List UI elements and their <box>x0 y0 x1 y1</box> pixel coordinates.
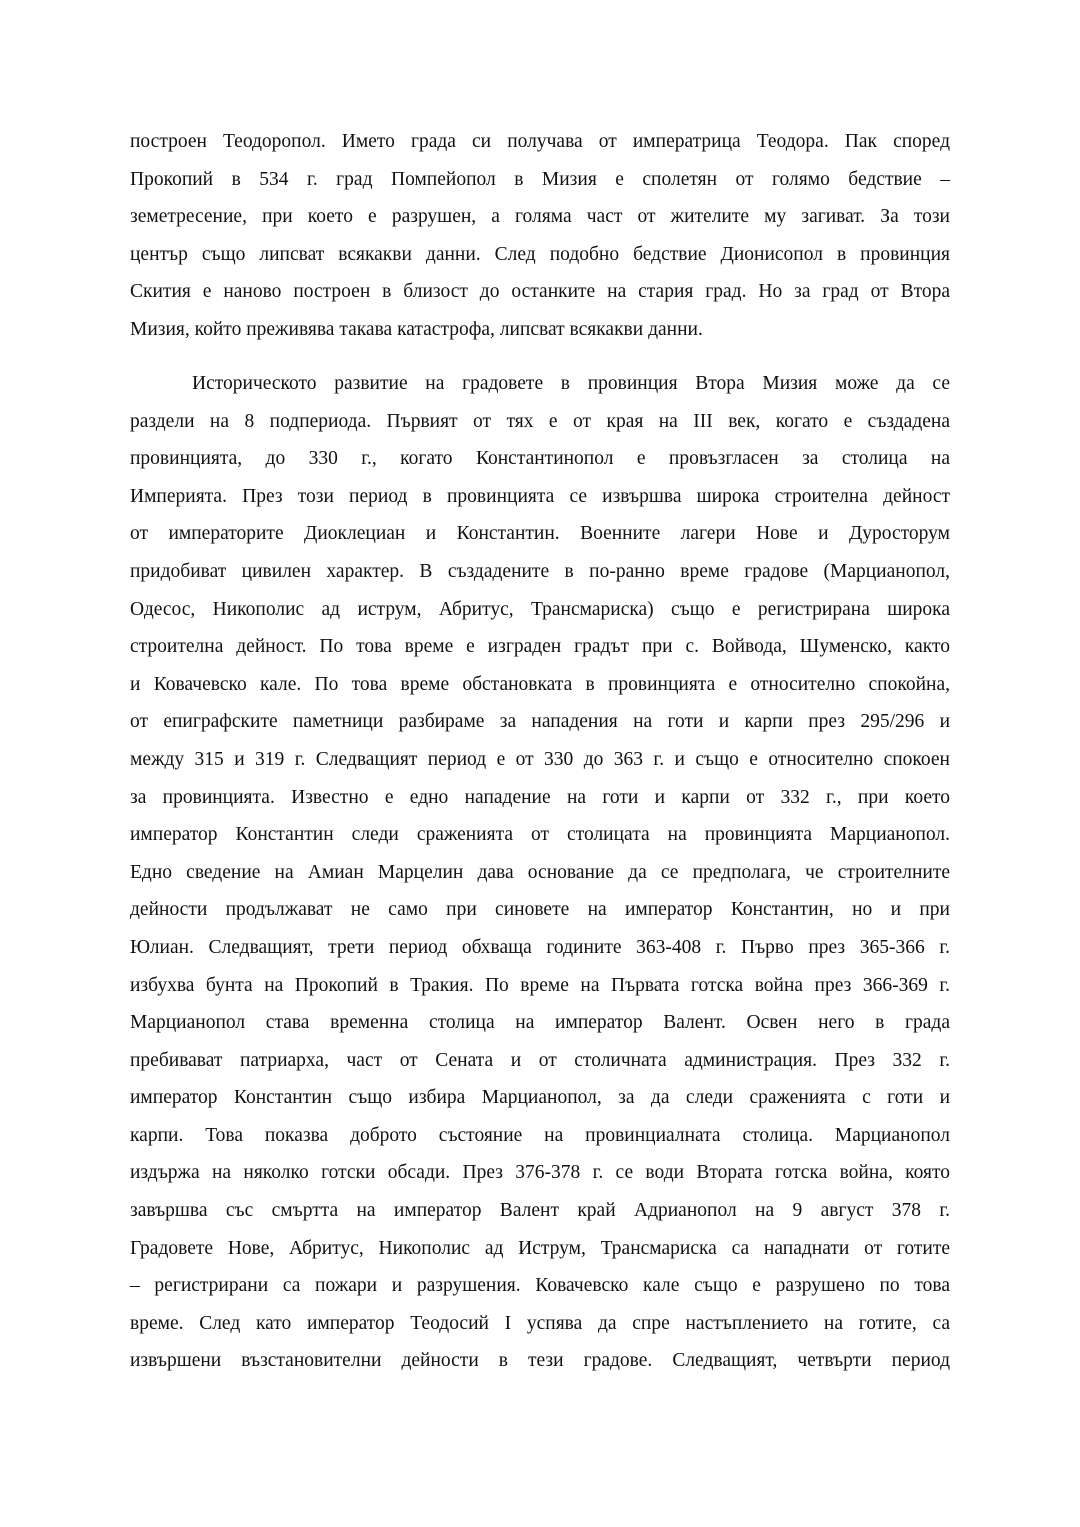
text-line: земетресение, при което е разрушен, а голяма част от жителите му загиват. За този <box>130 206 950 228</box>
paragraph-2 <box>130 365 950 1380</box>
text-line: време. След като император Теодосий I успява да спре настъплението на готите, са <box>130 1312 950 1334</box>
text-line: Едно сведение на Амиан Марцелин дава основание да се предполага, че строителните <box>130 861 950 883</box>
text-line: раздели на 8 подпериода. Първият от тях е от края на III век, когато е създадена <box>130 410 950 432</box>
text-line: и Ковачевско кале. По това време обстановката в провинцията е относително спокойна, <box>130 673 950 695</box>
text-line: от епиграфските паметници разбираме за нападения на готи и карпи през 295/296 и <box>130 711 950 733</box>
text-line: – регистрирани са пожари и разрушения. Ковачевско кале също е разрушено по това <box>130 1275 950 1297</box>
text-line: Марцианопол става временна столица на император Валент. Освен него в града <box>130 1012 950 1034</box>
text-line: Историческото развитие на градовете в провинция Втора Мизия може да се <box>192 373 950 394</box>
text-line: Империята. През този период в провинцията се извършва широка строителна дейност <box>130 485 950 507</box>
text-line: издържа на няколко готски обсади. През 376-378 г. се води Втората готска война, която <box>130 1162 950 1184</box>
text-line: император Константин следи сраженията от столицата на провинцията Марцианопол. <box>130 824 950 846</box>
text-line: извършени възстановителни дейности в тези градове. Следващият, четвърти период <box>130 1350 950 1372</box>
text-line: център също липсват всякакви данни. След подобно бедствие Дионисопол в провинция <box>130 243 950 265</box>
text-line: Мизия, който преживява такава катастрофа, липсват всякакви данни. <box>130 318 703 340</box>
paragraph-1 <box>130 123 950 349</box>
text-line: пребивават патриарха, част от Сената и от столичната администрация. През 332 г. <box>130 1049 950 1071</box>
text-line: Градовете Нове, Абритус, Никополис ад Иструм, Трансмариска са нападнати от готите <box>130 1237 950 1259</box>
text-line: Скития е наново построен в близост до останките на стария град. Но за град от Втора <box>130 281 950 303</box>
text-line: карпи. Това показва доброто състояние на провинциалната столица. Марцианопол <box>130 1124 950 1146</box>
text-line: Одесос, Никополис ад иструм, Абритус, Трансмариска) също е регистрирана широка <box>130 598 950 620</box>
text-line: за провинцията. Известно е едно нападение на готи и карпи от 332 г., при което <box>130 786 950 808</box>
text-line: избухва бунта на Прокопий в Тракия. По време на Първата готска война през 366-369 г. <box>130 974 950 996</box>
text-line: построен Теодоропол. Името града си получава от императрица Теодора. Пак според <box>130 131 950 152</box>
text-line: строителна дейност. По това време е изграден градът при с. Войвода, Шуменско, както <box>130 636 950 658</box>
text-line: от императорите Диоклециан и Константин. Военните лагери Нове и Дуросторум <box>130 523 950 545</box>
text-line: между 315 и 319 г. Следващият период е от 330 до 363 г. и също е относително спокоен <box>130 748 950 770</box>
text-line: Прокопий в 534 г. град Помпейопол в Мизия е сполетян от голямо бедствие – <box>130 168 950 190</box>
text-line: дейности продължават не само при синовете на император Константин, но и при <box>130 899 950 921</box>
text-line: завършва със смъртта на император Валент край Адрианопол на 9 август 378 г. <box>130 1200 950 1222</box>
text-line: придобиват цивилен характер. В създадените в по-ранно време градове (Марцианопол, <box>130 560 950 582</box>
text-line: провинцията, до 330 г., когато Константинопол е провъзгласен за столица на <box>130 448 950 470</box>
text-line: Юлиан. Следващият, трети период обхваща годините 363-408 г. Първо през 365-366 г. <box>130 936 950 958</box>
text-line: император Константин също избира Марцианопол, за да следи сраженията с готи и <box>130 1087 950 1109</box>
